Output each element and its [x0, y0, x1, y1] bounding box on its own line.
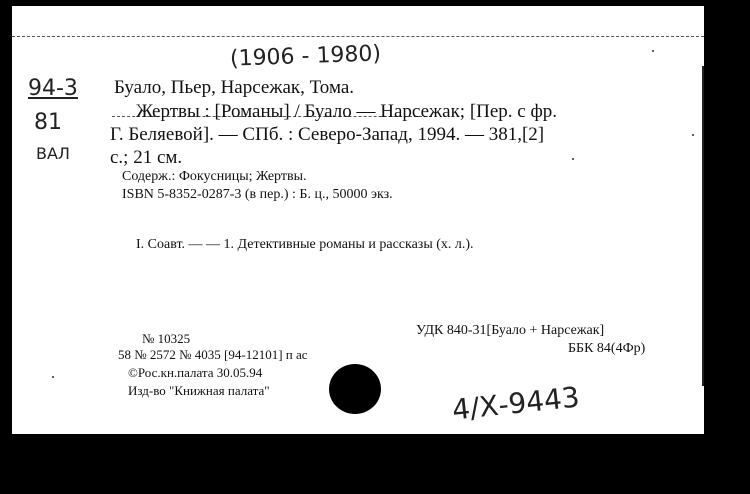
speck	[692, 134, 694, 136]
shelf-mark-bottom: ВАЛ	[36, 144, 70, 163]
card-number: № 10325	[142, 331, 191, 346]
title-line-2: Г. Беляевой]. — СПб. : Северо-Запад, 1994. — 381,[2]	[110, 124, 545, 145]
card-heading: Буало, Пьер, Нарсежак, Тома.	[114, 77, 355, 98]
tracing-line: I. Соавт. — — 1. Детективные романы и рассказы (х. л.).	[136, 237, 474, 252]
bbk-code: ББК 84(4Фр)	[568, 341, 646, 356]
title-line-1: Жертвы : [Романы] / Буало — Нарсежак; [Пер. с фр.	[136, 101, 558, 122]
contents-line: Содерж.: Фокусницы; Жертвы.	[122, 169, 307, 184]
registration-numbers: 58 № 2572 № 4035 [94-12101] п ас	[118, 347, 308, 362]
speck	[652, 50, 654, 52]
card-top-rule	[12, 36, 704, 37]
card-edge-shadow	[702, 66, 704, 386]
udk-code: УДК 840-31[Буало + Нарсежак]	[416, 323, 605, 338]
ink-blot	[329, 364, 381, 414]
catalog-card	[12, 6, 704, 434]
book-chamber-line: ©Рос.кн.палата 30.05.94	[128, 365, 263, 380]
shelf-mark-top: 94-3	[28, 76, 78, 101]
handwritten-years: (1906 - 1980)	[229, 41, 382, 72]
shelf-mark-middle: 81	[34, 110, 62, 135]
speck	[52, 376, 54, 378]
isbn-line: ISBN 5-8352-0287-3 (в пер.) : Б. ц., 50000 экз.	[122, 187, 393, 202]
publisher-line: Изд-во "Книжная палата"	[128, 383, 270, 398]
speck	[572, 158, 574, 160]
handwritten-inventory: 4/Х-9443	[450, 380, 582, 427]
title-line-3: с.; 21 см.	[110, 147, 183, 168]
